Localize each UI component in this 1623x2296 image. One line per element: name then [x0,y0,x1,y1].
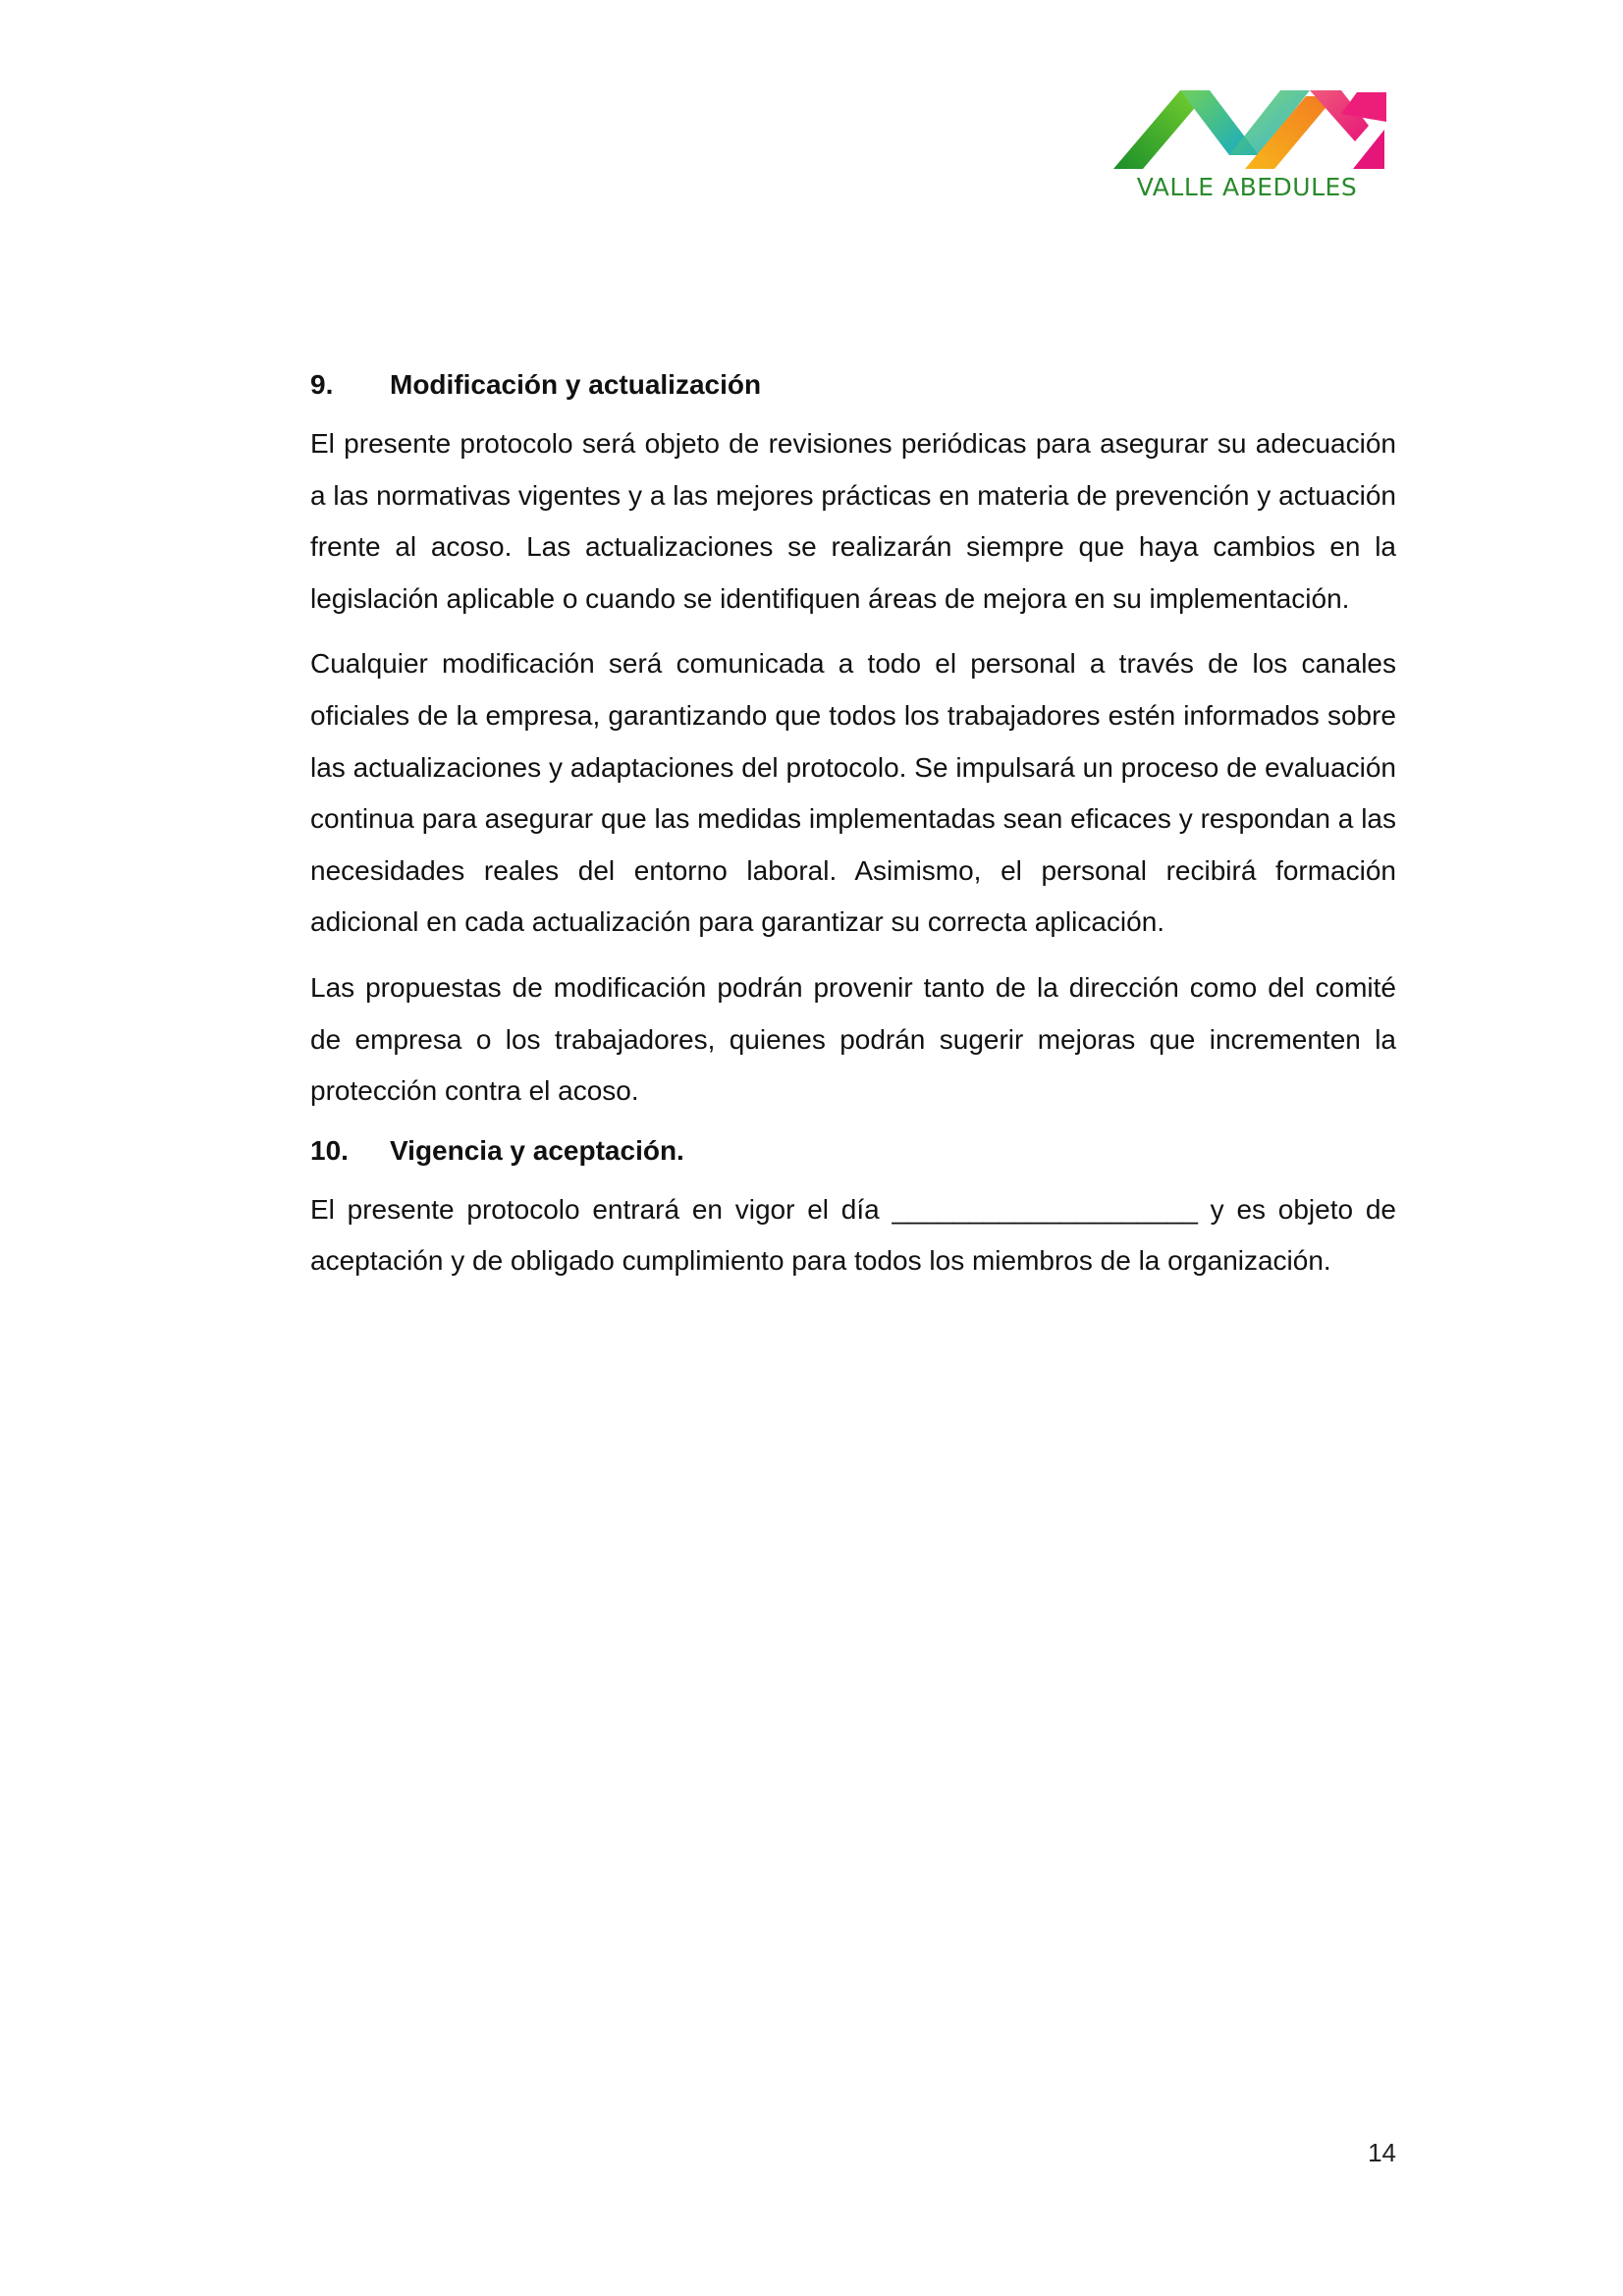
section-title: Vigencia y aceptación. [390,1134,684,1166]
logo-mountains-icon [1100,79,1394,177]
company-logo [1100,79,1394,211]
section-heading-modificacion [310,365,1396,405]
paragraph: Cualquier modificación será comunicada a todo el personal a través de los canales oficiales de la empresa, garantizando que todos los trabajadores estén informados sobre las actualizaciones y adaptaciones del protocolo. Se impulsará un proceso de evaluación continua para asegurar que las medidas implementadas sean eficaces y respondan a las necesidades reales del entorno laboral. Asimismo, el personal recibirá formación adicional en cada actualización para garantizar su correcta aplicación. [310,648,1396,938]
paragraph: El presente protocolo será objeto de revisiones periódicas para asegurar su adecuación a las normativas vigentes y a las mejores prácticas en materia de prevención y actuación frente al acoso. Las actualizaciones se realizarán siempre que haya cambios en la legislación aplicable o cuando se identifiquen áreas de mejora en su implementación. [310,428,1396,614]
section-number: 9. [310,369,334,400]
section-title: Modificación y actualización [390,369,762,400]
paragraph: Las propuestas de modificación podrán provenir tanto de la dirección como del comité de empresa o los trabajadores, quienes podrán sugerir mejoras que incrementen la protección contra el acoso. [310,971,1396,1107]
section-number: 10. [310,1134,349,1166]
document-body [310,365,1396,1301]
paragraph: El presente protocolo entrará en vigor el día ____________________ y es objeto de aceptación y de obligado cumplimiento para todos los miembros de la organización. [310,1193,1396,1277]
section-heading-vigencia [310,1131,1396,1171]
page-number: 14 [1368,2138,1396,2167]
logo-text: VALLE ABEDULES [1136,173,1358,201]
